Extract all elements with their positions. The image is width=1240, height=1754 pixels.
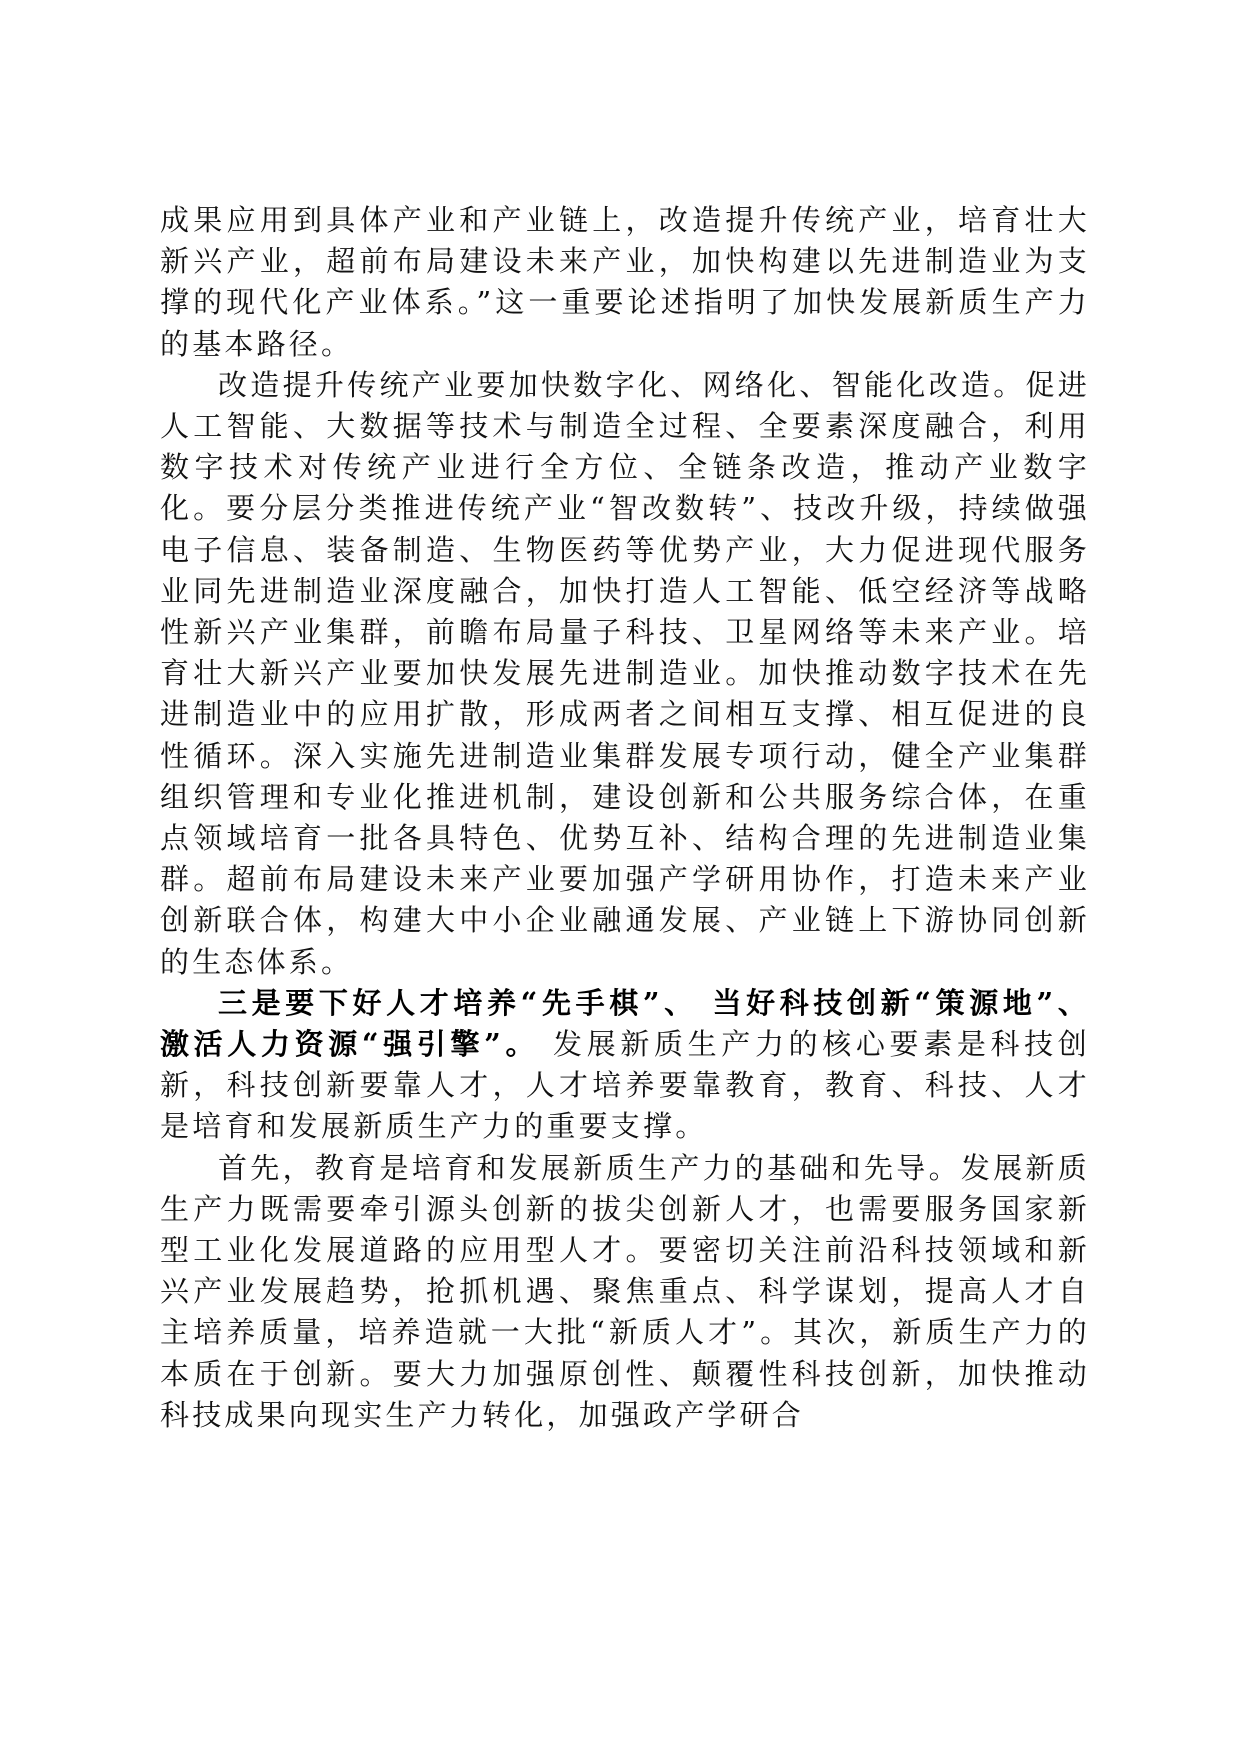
paragraph-2-text: 改造提升传统产业要加快数字化、网络化、智能化改造。促进人工智能、大数据等技术与制造全过程、全要素深度融合，利用数字技术对传统产业进行全方位、全链条改造，推动产业数字化。要分层分类推进传统产业“智改数转”、技改升级，持续做强电子信息、装备制造、生物医药等优势产业，大力促进现代服务业同先进制造业深度融合，加快打造人工智能、低空经济等战略性新兴产业集群，前瞻布局量子科技、卫星网络等未来产业。培育壮大新兴产业要加快发展先进制造业。加快推动数字技术在先进制造业中的应用扩散，形成两者之间相互支撑、相互促进的良性循环。深入实施先进制造业集群发展专项行动，健全产业集群组织管理和专业化推进机制，建设创新和公共服务综合体，在重点领域培育一批各具特色、优势互补、结构合理的先进制造业集群。超前布局建设未来产业要加强产学研用协作，打造未来产业创新联合体，构建大中小企业融通发展、产业链上下游协同创新的生态体系。 [160,367,1090,979]
paragraph-3 [160,983,1090,1148]
paragraph-1 [160,200,1090,365]
section-heading: 三是要下好人才培养“先手棋”、 当好科技创新“策源地”、 激活人力资源“强引擎”。 [160,985,1090,1062]
document-page [160,200,1090,1650]
paragraph-3-text: 发展新质生产力的核心要素是科技创新，科技创新要靠人才，人才培养要靠教育，教育、科技、人才是培育和发展新质生产力的重要支撑。 [160,1027,1090,1144]
paragraph-2 [160,365,1090,983]
paragraph-4-text: 首先，教育是培育和发展新质生产力的基础和先导。发展新质生产力既需要牵引源头创新的拔尖创新人才，也需要服务国家新型工业化发展道路的应用型人才。要密切关注前沿科技领域和新兴产业发展趋势，抢抓机遇、聚焦重点、科学谋划，提高人才自主培养质量，培养造就一大批“新质人才”。其次，新质生产力的本质在于创新。要大力加强原创性、颠覆性科技创新，加快推动科技成果向现实生产力转化，加强政产学研合 [160,1150,1090,1432]
paragraph-1-text: 成果应用到具体产业和产业链上，改造提升传统产业，培育壮大新兴产业，超前布局建设未来产业，加快构建以先进制造业为支撑的现代化产业体系。”这一重要论述指明了加快发展新质生产力的基本路径。 [160,203,1090,361]
paragraph-4 [160,1148,1090,1436]
